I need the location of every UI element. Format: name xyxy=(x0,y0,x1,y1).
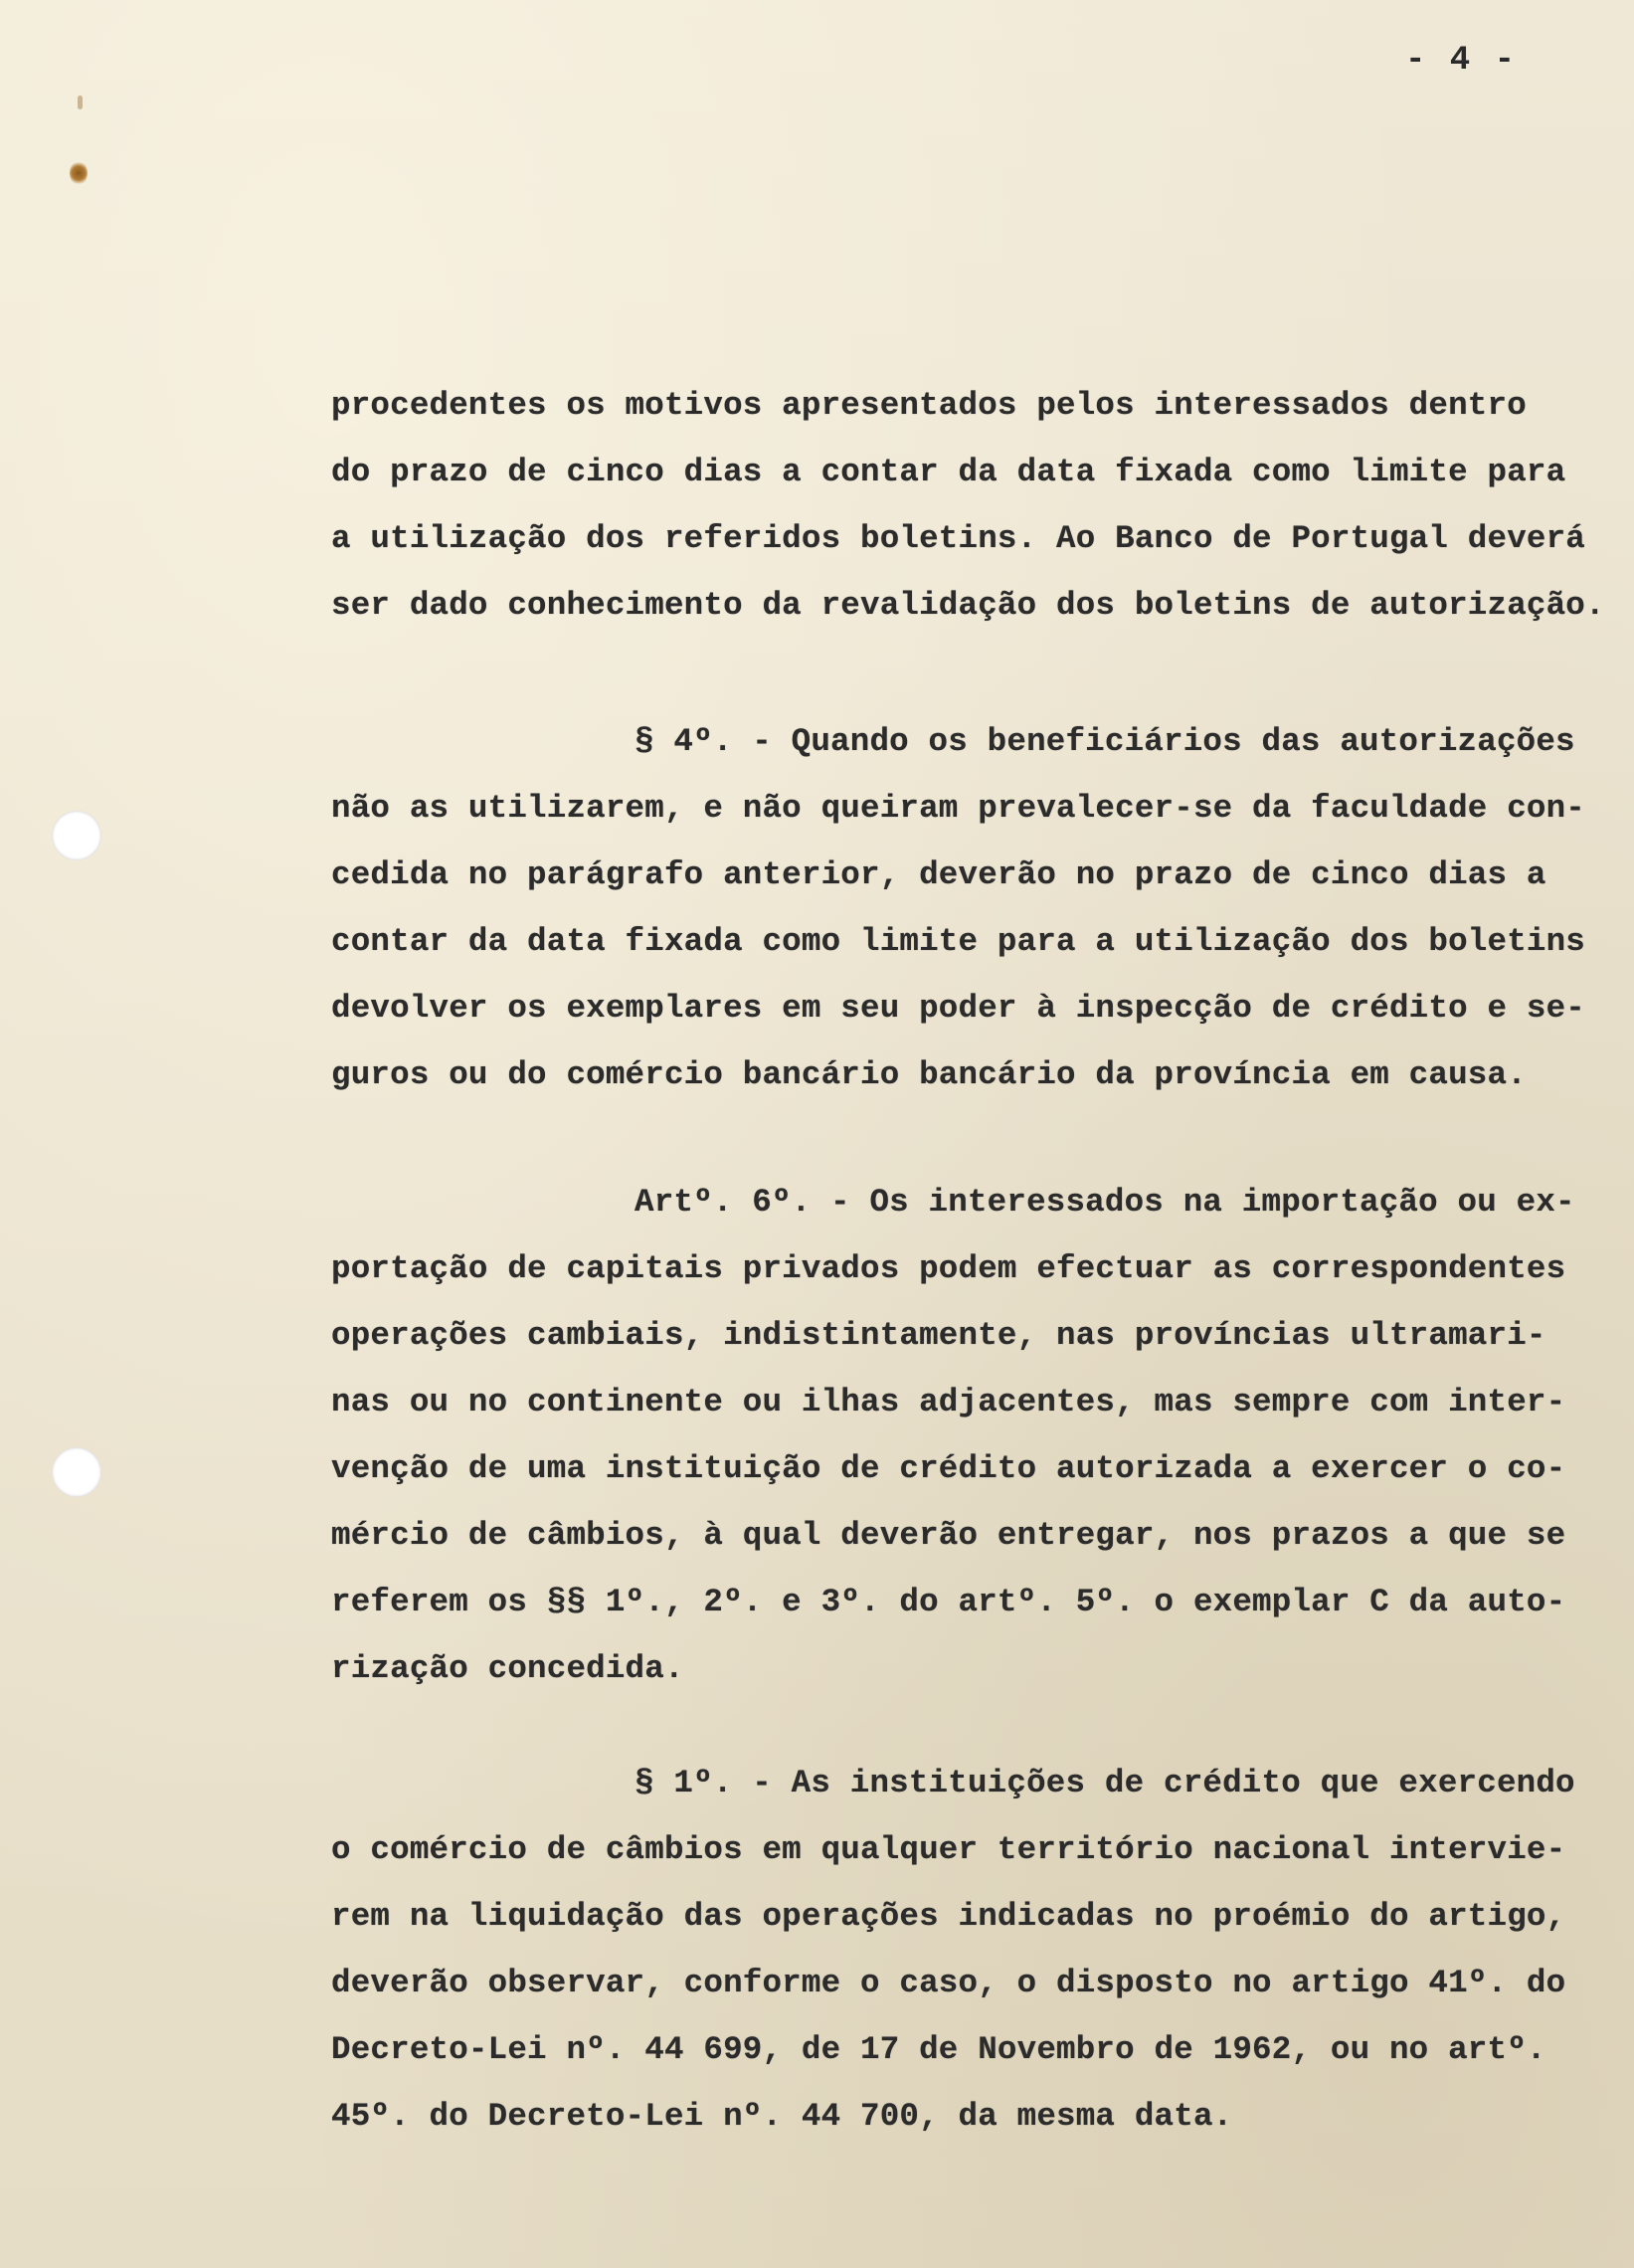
text-line: a utilização dos referidos boletins. Ao Banco de Portugal deverá xyxy=(331,520,1586,557)
text-line: cedida no parágrafo anterior, deverão no prazo de cinco dias a xyxy=(331,856,1546,893)
text-line: rem na liquidação das operações indicadas no proémio do artigo, xyxy=(331,1898,1566,1935)
text-line: operações cambiais, indistintamente, nas províncias ultramari- xyxy=(331,1317,1546,1354)
text-line: nas ou no continente ou ilhas adjacentes, mas sempre com inter- xyxy=(331,1384,1566,1420)
page-number: - 4 - xyxy=(1404,42,1517,80)
text-line: não as utilizarem, e não queiram prevalecer-se da faculdade con- xyxy=(331,790,1586,827)
text-line: § 1º. - As instituições de crédito que exercendo xyxy=(635,1765,1575,1801)
text-line: mércio de câmbios, à qual deverão entregar, nos prazos a que se xyxy=(331,1517,1566,1554)
rust-stain xyxy=(70,161,88,185)
text-line: Artº. 6º. - Os interessados na importação ou ex- xyxy=(635,1184,1575,1221)
text-line: Decreto-Lei nº. 44 699, de 17 de Novembro de 1962, ou no artº. xyxy=(331,2031,1546,2068)
text-line: procedentes os motivos apresentados pelos interessados dentro xyxy=(331,387,1527,424)
text-line: do prazo de cinco dias a contar da data fixada como limite para xyxy=(331,454,1566,490)
text-line: devolver os exemplares em seu poder à inspecção de crédito e se- xyxy=(331,990,1586,1027)
text-line: ser dado conhecimento da revalidação dos boletins de autorização. xyxy=(331,587,1605,624)
text-line: referem os §§ 1º., 2º. e 3º. do artº. 5º. o exemplar C da auto- xyxy=(331,1584,1566,1620)
text-line: venção de uma instituição de crédito autorizada a exercer o co- xyxy=(331,1450,1566,1487)
paragraph-section-1 xyxy=(331,1750,1579,2150)
text-line: 45º. do Decreto-Lei nº. 44 700, da mesma data. xyxy=(331,2098,1233,2135)
punch-hole-top xyxy=(52,811,101,860)
paragraph-article-6 xyxy=(331,1169,1579,1702)
punch-hole-bottom xyxy=(52,1447,101,1497)
text-line: guros ou do comércio bancário bancário da província em causa. xyxy=(331,1056,1527,1093)
text-line: contar da data fixada como limite para a utilização dos boletins xyxy=(331,923,1586,960)
paragraph-section-4 xyxy=(331,708,1586,1108)
paper-stain-mark xyxy=(78,95,83,109)
text-line: o comércio de câmbios em qualquer território nacional intervie- xyxy=(331,1831,1566,1868)
text-line: rização concedida. xyxy=(331,1650,684,1687)
text-line: deverão observar, conforme o caso, o disposto no artigo 41º. do xyxy=(331,1965,1566,2001)
text-line: § 4º. - Quando os beneficiários das autorizações xyxy=(635,723,1575,760)
paragraph-continuation xyxy=(331,372,1605,639)
text-line: portação de capitais privados podem efectuar as correspondentes xyxy=(331,1250,1566,1287)
